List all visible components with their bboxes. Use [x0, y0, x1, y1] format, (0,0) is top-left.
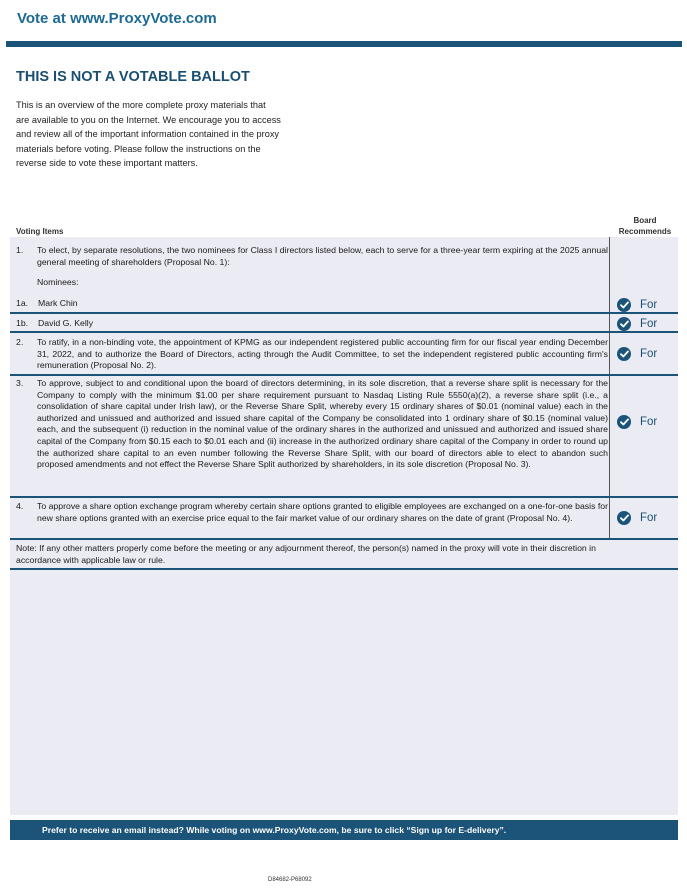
row-divider: [10, 331, 678, 333]
row-divider: [10, 568, 678, 570]
notice-line: reverse side to vote these important matters.: [16, 158, 198, 169]
nominee-name: David G. Kelly: [38, 318, 94, 328]
proposal-2: [16, 337, 608, 372]
header-title: Vote at www.ProxyVote.com: [17, 10, 217, 27]
column-divider: [609, 237, 610, 539]
recommendation-1a: [617, 297, 657, 313]
other-matters-note: Note: If any other matters properly come before the meeting or any adjournment thereof, the person(s) named in the proxy will vote in their discretion in accordance with applicable law or rule.: [16, 543, 596, 565]
proposal-text: To approve, subject to and conditional upon the board of directors determining, in its sole discretion, that a reverse share split is necessary for the Company to comply with the minimum $1.00 per share requirement pursuant to Nasdaq Listing Rule 5550(a)(2), a reverse share split (i.e., a consolidation of share capital under Irish law), or the Reverse Share Split, whereby every 15 ordinary shares of $0.01 (nominal value) each in the authorized and unissued and authorized and issued share capital of the Company be consolidated into 1 ordinary share of $0.15 (nominal value) each, and the subsequent (i) reduction in the nominal value of the ordinary shares in the authorized and unissued and authorized and issued share capital of the Company from $0.15 each to $0.01 each and (ii) increase in the authorized ordinary share capital of the Company in order to round up the authorized share capital to an even number following the Reverse Share Split, with our board of directors able to elect to abandon such proposed amendments and not effect the Reverse Share Split authorized by shareholders, in its sole discretion (Proposal No. 3).: [37, 378, 608, 470]
row-divider: [10, 312, 678, 314]
proposal-text: To elect, by separate resolutions, the two nominees for Class I directors listed below, each to serve for a three-year term expiring at the 2025 annual general meeting of shareholders (Proposal No. 1):: [37, 245, 608, 267]
proposal-number: 4.: [16, 501, 24, 511]
recommendation-label: For: [640, 318, 658, 330]
recommendation-1b: [617, 316, 657, 332]
check-icon: [617, 347, 631, 361]
row-divider: [10, 374, 678, 376]
proposal-number: 2.: [16, 337, 24, 347]
recommendation-2: [617, 346, 657, 362]
notice-line: materials before voting. Please follow the instructions on the: [16, 143, 261, 154]
notice-line: This is an overview of the more complete proxy materials that: [16, 100, 266, 110]
edelivery-banner: [10, 820, 678, 840]
nominee-1b: [16, 318, 608, 330]
proposal-number: 1.: [16, 245, 24, 255]
nominee-name: Mark Chin: [38, 298, 78, 308]
proposal-3: [16, 378, 608, 471]
recommendation-label: For: [640, 512, 658, 524]
nominee-1a: [16, 298, 608, 310]
recommendation-label: For: [640, 416, 658, 428]
proposal-number: 1b.: [16, 318, 29, 328]
recommendation-4: [617, 510, 657, 526]
voting-items-header: Voting Items: [16, 227, 64, 236]
check-icon: [617, 511, 631, 525]
proposal-4: [16, 501, 608, 524]
notice-title: THIS IS NOT A VOTABLE BALLOT: [16, 69, 250, 85]
proposal-1: [16, 245, 608, 289]
board-recommends-header: [610, 216, 680, 237]
recommends-label: Recommends: [618, 226, 672, 236]
edelivery-text: Prefer to receive an email instead? While voting on www.ProxyVote.com, be sure to click “Sign up for E-delivery”.: [42, 825, 507, 835]
nominees-label: Nominees:: [37, 277, 79, 288]
notice-line: and review all of the important information contained in the proxy: [16, 129, 280, 140]
check-icon: [617, 317, 631, 331]
row-divider: [10, 496, 678, 498]
header-rule: [6, 41, 682, 47]
recommendation-label: For: [640, 299, 658, 311]
board-label: Board: [633, 216, 657, 225]
document-code: D84682-P68092: [268, 877, 312, 883]
check-icon: [617, 298, 631, 312]
notice-line: are available to you on the Internet. We encourage you to access: [16, 114, 281, 125]
proposal-number: 3.: [16, 378, 24, 388]
check-icon: [617, 415, 631, 429]
proposal-number: 1a.: [16, 298, 29, 308]
proposal-text: To approve a share option exchange program whereby certain share options granted to eligible employees are exchanged on a one-for-one basis for new share options granted with an exercise price equal to the fair market value of our ordinary shares on the date of grant (Proposal No. 4).: [37, 501, 608, 523]
row-divider: [10, 538, 678, 540]
recommendation-3: [617, 414, 657, 430]
proposal-text: To ratify, in a non-binding vote, the appointment of KPMG as our independent registered public accounting firm for our fiscal year ending December 31, 2022, and to authorize the Board of Directors, acting through the Audit Committee, to set the independent registered public accounting firm's remuneration (Proposal No. 2).: [37, 337, 608, 371]
recommendation-label: For: [640, 348, 658, 360]
notice-intro: [16, 98, 336, 171]
